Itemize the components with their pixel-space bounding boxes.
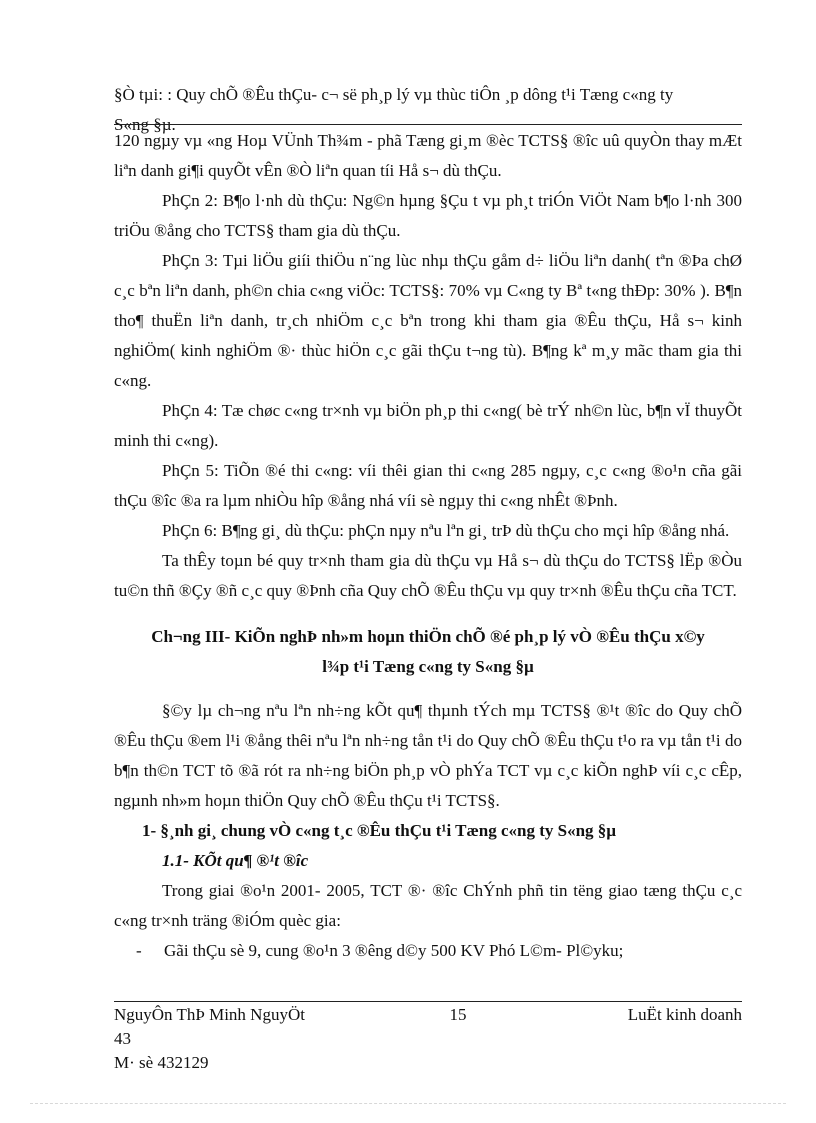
header-rule [114, 124, 742, 125]
footer-author: NguyÔn ThÞ Minh NguyÖt [114, 1005, 305, 1024]
page-number: 15 [449, 1005, 467, 1024]
paragraph-summary: Ta thÊy toµn bé quy tr×nh tham gia dù thÇu vµ Hå s¬ dù thÇu do TCTS§ lËp ®Òu tu©n thñ ®Çy ®ñ c¸c quy ®Þnh cña Quy chÕ ®Êu thÇu vµ quy tr×nh ®Êu thÇu cña TCT. [114, 551, 742, 600]
list-item-text: Gãi thÇu sè 9, cung ®o¹n 3 ®êng d©y 500 KV Phó L©m- Pl©yku; [164, 941, 624, 960]
paragraph-part-4: PhÇn 4: Tæ chøc c«ng tr×nh vµ biÖn ph¸p thi c«ng( bè trÝ nh©n lùc, b¶n vÏ thuyÕt minh thi c«ng). [114, 401, 742, 450]
page-bottom-divider [30, 1103, 786, 1104]
paragraph-part-2: PhÇn 2: B¶o l·nh dù thÇu: Ng©n hµng §Çu t vµ ph¸t triÓn ViÖt Nam b¶o l·nh 300 triÖu ®ång cho TCTS§ tham gia dù thÇu. [114, 191, 742, 240]
paragraph-part-5: PhÇn 5: TiÕn ®é thi c«ng: víi thêi gian thi c«ng 285 ngµy, c¸c c«ng ®o¹n cña gãi thÇu ®îc ®a ra lµm nhiÒu hîp ®ång nhá víi sè ngµy thi c«ng nhÊt ®Þnh. [114, 461, 742, 510]
section-heading-1: 1- §¸nh gi¸ chung vÒ c«ng t¸c ®Êu thÇu t¹i Tæng c«ng ty S«ng §µ [142, 821, 617, 840]
header-title-line-1: §Ò tµi: : Quy chÕ ®Êu thÇu- c¬ së ph¸p lý vµ thùc tiÔn ¸p dông t¹i Tæng c«ng ty [114, 85, 674, 104]
header-title-line-2: S«ng §µ. [114, 115, 176, 134]
chapter-intro-paragraph: §©y lµ ch¬ng nªu lªn nh÷ng kÕt qu¶ thµnh tÝch mµ TCTS§ ®¹t ®îc do Quy chÕ ®Êu thÇu ®em l¹i ®ång thêi nªu lªn nh÷ng tån t¹i do Quy chÕ ®Êu thÇu t¹o ra vµ tån t¹i do b¶n th©n TCT tõ ®ã rót ra nh÷ng biÖn ph¸p vÒ phÝa TCT vµ c¸c kiÕn nghÞ víi c¸c cÊp, ngµnh nh»m hoµn thiÖn Quy chÕ ®Êu thÇu t¹i TCTS§. [114, 701, 742, 810]
bullet-dash: - [136, 941, 142, 960]
footer-subject: LuËt kinh doanh [627, 1005, 742, 1024]
footer-student-id: M· sè 432129 [114, 1053, 209, 1072]
chapter-heading-line-1: Ch¬ng III- KiÕn nghÞ nh»m hoµn thiÖn chÕ ®é ph¸p lý vÒ ®Êu thÇu x©y [151, 627, 705, 646]
page-footer [114, 1003, 742, 1075]
paragraph-continuation: 120 ngµy vµ «ng Hoµ VÜnh Th¾m - phã Tæng gi¸m ®èc TCTS§ ®îc uû quyÒn thay mÆt liªn danh gi¶i quyÕt vÊn ®Ò liªn quan tíi Hå s¬ dù thÇu. [114, 131, 742, 180]
chapter-heading-line-2: l¾p t¹i Tæng c«ng ty S«ng §µ [322, 657, 534, 676]
section-heading-1-1: 1.1- KÕt qu¶ ®¹t ®îc [162, 851, 309, 870]
paragraph-part-6: PhÇn 6: B¶ng gi¸ dù thÇu: phÇn nµy nªu lªn gi¸ trÞ dù thÇu cho mçi hîp ®ång nhá. [162, 521, 730, 540]
document-body [114, 126, 742, 966]
paragraph-results: Trong giai ®o¹n 2001- 2005, TCT ®· ®îc ChÝnh phñ tin tëng giao tæng thÇu c¸c c«ng tr×nh träng ®iÓm quèc gia: [114, 881, 742, 930]
footer-rule [114, 1001, 742, 1002]
paragraph-part-3: PhÇn 3: Tµi liÖu giíi thiÖu n¨ng lùc nhµ thÇu gåm d÷ liÖu liªn danh( tªn ®Þa chØ c¸c bªn liªn danh, ph©n chia c«ng viÖc: TCTS§: 70% vµ C«ng ty Bª t«ng thÐp: 30% ). B¶n tho¶ thuËn liªn danh, tr¸ch nhiÖm c¸c bªn trong khi tham gia ®Êu thÇu, Hå s¬ kinh nghiÖm( kinh nghiÖm ®· thùc hiÖn c¸c gãi thÇu t¬ng tù). B¶ng kª m¸y mãc tham gia thi c«ng. [114, 251, 742, 390]
list-item [114, 936, 742, 966]
footer-class: 43 [114, 1029, 131, 1048]
